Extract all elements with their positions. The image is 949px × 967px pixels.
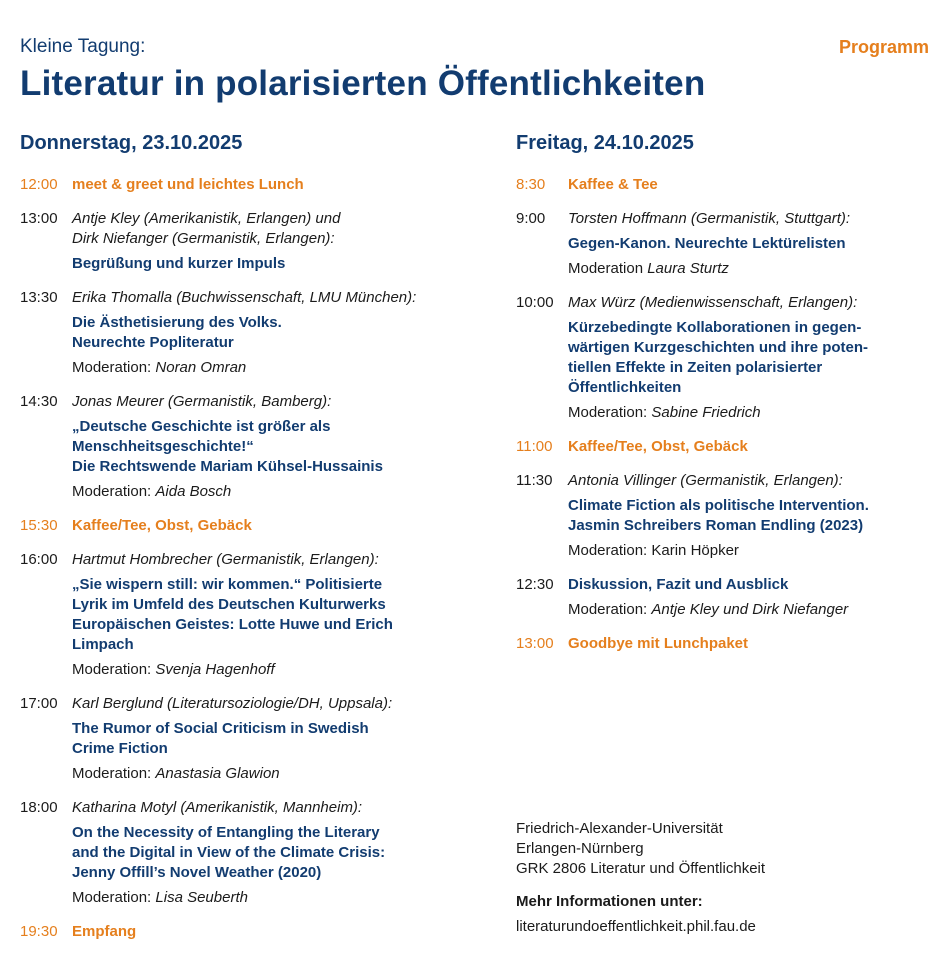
time-label: 13:30 bbox=[20, 289, 58, 306]
moderation-label: Moderation: bbox=[72, 359, 152, 376]
moderator-name: Noran Omran bbox=[155, 359, 247, 376]
schedule-item bbox=[20, 288, 490, 378]
speaker: Katharina Motyl (Amerikanistik, Mannheim): bbox=[72, 799, 363, 816]
footer-info bbox=[516, 819, 765, 937]
speaker: Max Würz (Medienwissenschaft, Erlangen): bbox=[568, 294, 858, 311]
day-column-thursday bbox=[20, 132, 490, 956]
moderation bbox=[568, 541, 936, 561]
break-item bbox=[516, 634, 936, 654]
talk-title: „Deutsche Geschichte ist größer als Menschheitsgeschichte!“ Die Rechtswende Mariam Kühsel-Hussainis bbox=[72, 418, 383, 475]
break-item bbox=[20, 175, 490, 195]
kicker: Kleine Tagung: bbox=[20, 36, 146, 57]
talk-title: The Rumor of Social Criticism in Swedish Crime Fiction bbox=[72, 720, 369, 757]
time-label: 10:00 bbox=[516, 294, 554, 311]
page-title: Literatur in polarisierten Öffentlichkeiten bbox=[20, 64, 706, 103]
break-label: Empfang bbox=[72, 923, 137, 940]
moderation-label: Moderation: bbox=[72, 661, 152, 678]
moderation bbox=[568, 600, 936, 620]
moderation bbox=[568, 403, 936, 423]
time-label: 11:00 bbox=[516, 438, 553, 455]
schedule-item bbox=[20, 209, 490, 274]
schedule-item bbox=[516, 471, 936, 561]
speaker: Antonia Villinger (Germanistik, Erlangen): bbox=[568, 472, 843, 489]
break-label: meet & greet und leichtes Lunch bbox=[72, 176, 304, 193]
speaker: Hartmut Hombrecher (Germanistik, Erlangen): bbox=[72, 551, 379, 568]
talk-title: Die Ästhetisierung des Volks. Neurechte Popliteratur bbox=[72, 314, 282, 351]
moderation bbox=[568, 259, 936, 279]
more-info-label: Mehr Informationen unter: bbox=[516, 893, 703, 910]
break-label: Kaffee/Tee, Obst, Gebäck bbox=[568, 438, 748, 455]
time-label: 15:30 bbox=[20, 517, 58, 534]
speaker: Karl Berglund (Literatursoziologie/DH, Uppsala): bbox=[72, 695, 393, 712]
time-label: 9:00 bbox=[516, 210, 546, 227]
break-item bbox=[20, 516, 490, 536]
moderation-label: Moderation: bbox=[72, 889, 152, 906]
break-label: Kaffee & Tee bbox=[568, 176, 658, 193]
time-label: 18:00 bbox=[20, 799, 58, 816]
schedule-item bbox=[516, 575, 936, 620]
schedule-item bbox=[20, 694, 490, 784]
moderator-name: Lisa Seuberth bbox=[155, 889, 248, 906]
moderation-label: Moderation: Karin Höpker bbox=[568, 542, 739, 559]
moderation-label: Moderation: bbox=[72, 483, 152, 500]
talk-title: Begrüßung und kurzer Impuls bbox=[72, 255, 286, 272]
talk-title: Gegen-Kanon. Neurechte Lektürelisten bbox=[568, 235, 846, 252]
time-label: 19:30 bbox=[20, 923, 58, 940]
section-label: Programm bbox=[838, 37, 929, 57]
day-heading: Donnerstag, 23.10.2025 bbox=[20, 132, 243, 154]
speaker: Torsten Hoffmann (Germanistik, Stuttgart): bbox=[568, 210, 851, 227]
moderation bbox=[72, 358, 490, 378]
moderation-label: Moderation: bbox=[72, 765, 152, 782]
schedule-item bbox=[20, 550, 490, 680]
talk-title: Climate Fiction als politische Intervention. Jasmin Schreibers Roman Endling (2023) bbox=[568, 497, 869, 534]
speaker: Erika Thomalla (Buchwissenschaft, LMU München): bbox=[72, 289, 417, 306]
break-item bbox=[516, 437, 936, 457]
break-item bbox=[20, 922, 490, 942]
moderator-name: Laura Sturtz bbox=[647, 260, 729, 277]
moderator-name: Sabine Friedrich bbox=[651, 404, 761, 421]
moderation-label: Moderation: bbox=[568, 404, 648, 421]
talk-title: Kürzebedingte Kollaborationen in gegen- wärtigen Kurzgeschichten und ihre poten- tiellen Effekte in Zeiten polarisierter Öffentlichkeiten bbox=[568, 319, 869, 396]
time-label: 8:30 bbox=[516, 176, 546, 193]
schedule-item bbox=[20, 798, 490, 908]
moderation bbox=[72, 764, 490, 784]
break-item bbox=[516, 175, 936, 195]
time-label: 14:30 bbox=[20, 393, 58, 410]
moderation-label: Moderation: bbox=[568, 601, 648, 618]
moderator-name: Svenja Hagenhoff bbox=[155, 661, 275, 678]
time-label: 13:00 bbox=[516, 635, 554, 652]
time-label: 17:00 bbox=[20, 695, 58, 712]
info-link[interactable]: literaturundoeffentlichkeit.phil.fau.de bbox=[516, 918, 756, 935]
speaker: Antje Kley (Amerikanistik, Erlangen) und Dirk Niefanger (Germanistik, Erlangen): bbox=[72, 210, 341, 247]
speaker: Jonas Meurer (Germanistik, Bamberg): bbox=[72, 393, 332, 410]
moderation bbox=[72, 482, 490, 502]
talk-title: Diskussion, Fazit und Ausblick bbox=[568, 576, 789, 593]
time-label: 16:00 bbox=[20, 551, 58, 568]
moderation bbox=[72, 888, 490, 908]
time-label: 13:00 bbox=[20, 210, 58, 227]
schedule-item bbox=[516, 293, 936, 423]
schedule-item bbox=[516, 209, 936, 279]
moderation-label: Moderation bbox=[568, 260, 644, 277]
time-label: 12:30 bbox=[516, 576, 554, 593]
schedule-item bbox=[20, 392, 490, 502]
day-column-friday bbox=[516, 132, 936, 668]
time-label: 11:30 bbox=[516, 472, 553, 489]
day-heading: Freitag, 24.10.2025 bbox=[516, 132, 694, 154]
talk-title: On the Necessity of Entangling the Literary and the Digital in View of the Climate Crisis: Jenny Offill’s Novel Weather (2020) bbox=[72, 824, 386, 881]
break-label: Kaffee/Tee, Obst, Gebäck bbox=[72, 517, 252, 534]
moderation bbox=[72, 660, 490, 680]
institution: Friedrich-Alexander-Universität Erlangen-Nürnberg GRK 2806 Literatur und Öffentlichkeit bbox=[516, 820, 766, 877]
talk-title: „Sie wispern still: wir kommen.“ Politisierte Lyrik im Umfeld des Deutschen Kulturwerks Europäischen Geistes: Lotte Huwe und Erich Limpach bbox=[72, 576, 393, 653]
break-label: Goodbye mit Lunchpaket bbox=[568, 635, 749, 652]
time-label: 12:00 bbox=[20, 176, 58, 193]
moderator-name: Aida Bosch bbox=[155, 483, 232, 500]
moderator-name: Anastasia Glawion bbox=[155, 765, 280, 782]
moderator-name: Antje Kley und Dirk Niefanger bbox=[651, 601, 849, 618]
